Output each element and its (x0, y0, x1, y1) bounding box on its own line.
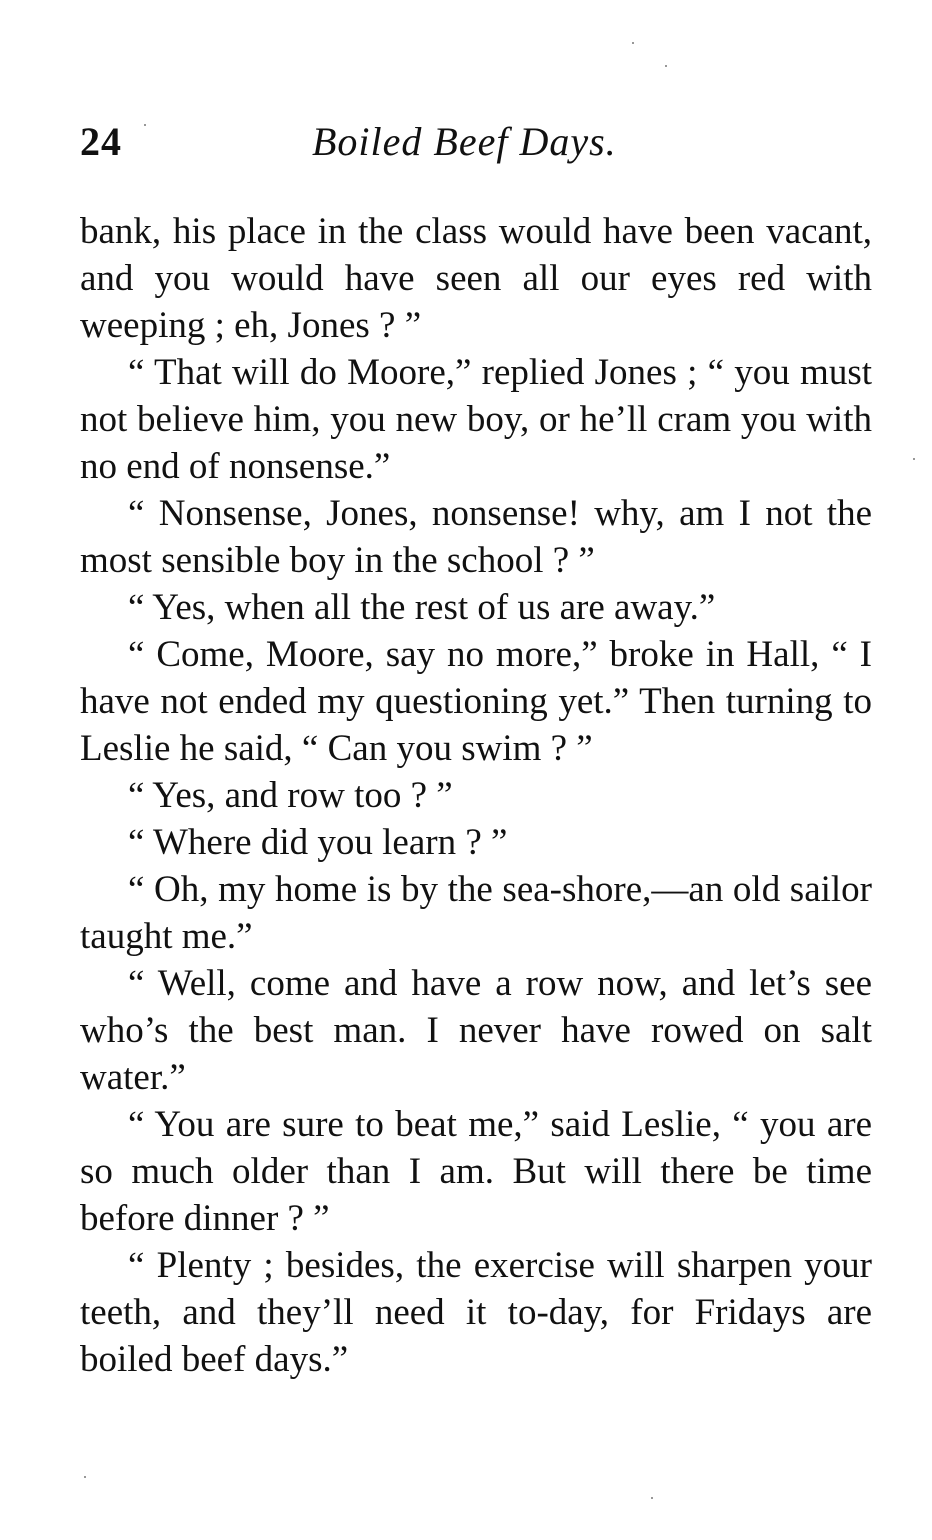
paragraph-jones-reply: “ That will do Moore,” replied Jones ; “ you must not believe him, you new boy, or he’ll cram you with no end of nonsense.” (80, 352, 872, 487)
paragraph-sea-shore: “ Oh, my home is by the sea-shore,—an old sailor taught me.” (80, 869, 872, 957)
paragraph-hall-question: “ Come, Moore, say no more,” broke in Hall, “ I have not ended my questioning yet.” Then turning to Leslie he said, “ Can you swim ? ” (80, 634, 872, 769)
running-title: Boiled Beef Days. (312, 119, 617, 164)
paragraph-continuation: bank, his place in the class would have been vacant, and you would have seen all our eyes red with weeping ; eh, Jones ? ” (80, 211, 872, 346)
print-speck (665, 65, 667, 67)
paragraph-beat-me: “ You are sure to beat me,” said Leslie, “ you are so much older than I am. But will there be time before dinner ? ” (80, 1104, 872, 1239)
print-speck (144, 124, 146, 126)
print-speck (632, 42, 634, 44)
page-number: 24 (80, 119, 122, 164)
page-header (80, 112, 872, 172)
paragraph-nonsense: “ Nonsense, Jones, nonsense! why, am I not the most sensible boy in the school ? ” (80, 493, 872, 581)
page-body-text (80, 208, 872, 1383)
paragraph-row-now: “ Well, come and have a row now, and let’s see who’s the best man. I never have rowed on salt water.” (80, 963, 872, 1098)
paragraph-away: “ Yes, when all the rest of us are away.” (128, 587, 716, 628)
paragraph-plenty: “ Plenty ; besides, the exercise will sharpen your teeth, and they’ll need it to-day, for Fridays are boiled beef days.” (80, 1245, 872, 1380)
paragraph-where-learn: “ Where did you learn ? ” (128, 822, 508, 863)
print-speck (913, 458, 915, 460)
paragraph-row-too: “ Yes, and row too ? ” (128, 775, 453, 816)
print-speck (84, 1476, 86, 1478)
print-speck (651, 1497, 653, 1499)
